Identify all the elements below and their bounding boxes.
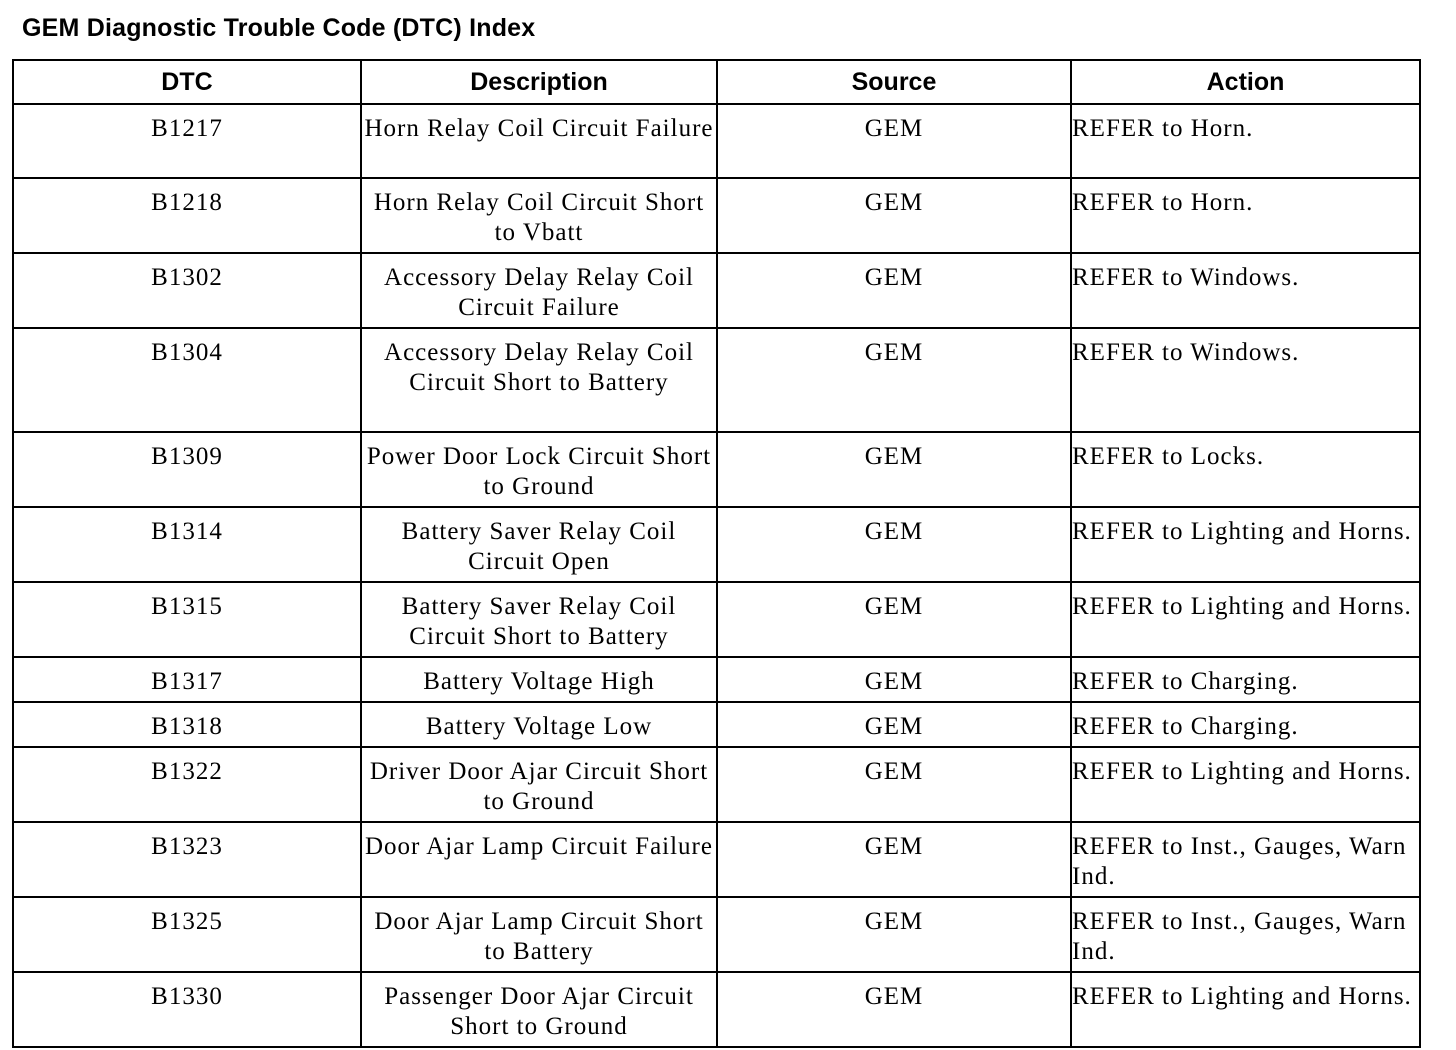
table-header-row <box>13 60 1420 104</box>
action-cell: REFER to Windows. <box>1071 253 1420 328</box>
description-cell: Driver Door Ajar Circuit Short to Ground <box>361 747 717 822</box>
source-cell: GEM <box>717 328 1071 432</box>
description-cell: Passenger Door Ajar Circuit Short to Ground <box>361 972 717 1047</box>
dtc-code-cell: B1318 <box>13 702 361 747</box>
dtc-table <box>12 59 1421 1048</box>
source-cell: GEM <box>717 253 1071 328</box>
description-cell: Accessory Delay Relay Coil Circuit Short to Battery <box>361 328 717 432</box>
dtc-code-cell: B1314 <box>13 507 361 582</box>
dtc-code-cell: B1322 <box>13 747 361 822</box>
table-row <box>13 432 1420 507</box>
dtc-code-cell: B1217 <box>13 104 361 178</box>
action-cell: REFER to Locks. <box>1071 432 1420 507</box>
description-cell: Horn Relay Coil Circuit Failure <box>361 104 717 178</box>
column-header-description: Description <box>361 60 717 104</box>
description-cell: Battery Saver Relay Coil Circuit Open <box>361 507 717 582</box>
dtc-code-cell: B1317 <box>13 657 361 702</box>
action-cell: REFER to Windows. <box>1071 328 1420 432</box>
action-cell: REFER to Charging. <box>1071 657 1420 702</box>
source-cell: GEM <box>717 747 1071 822</box>
dtc-code-cell: B1325 <box>13 897 361 972</box>
table-row <box>13 822 1420 897</box>
source-cell: GEM <box>717 702 1071 747</box>
action-cell: REFER to Inst., Gauges, Warn Ind. <box>1071 897 1420 972</box>
dtc-code-cell: B1323 <box>13 822 361 897</box>
description-cell: Battery Saver Relay Coil Circuit Short to Battery <box>361 582 717 657</box>
table-row <box>13 702 1420 747</box>
dtc-code-cell: B1302 <box>13 253 361 328</box>
action-cell: REFER to Horn. <box>1071 104 1420 178</box>
description-cell: Power Door Lock Circuit Short to Ground <box>361 432 717 507</box>
description-cell: Horn Relay Coil Circuit Short to Vbatt <box>361 178 717 253</box>
dtc-code-cell: B1304 <box>13 328 361 432</box>
source-cell: GEM <box>717 432 1071 507</box>
source-cell: GEM <box>717 972 1071 1047</box>
action-cell: REFER to Inst., Gauges, Warn Ind. <box>1071 822 1420 897</box>
source-cell: GEM <box>717 104 1071 178</box>
dtc-code-cell: B1309 <box>13 432 361 507</box>
source-cell: GEM <box>717 582 1071 657</box>
source-cell: GEM <box>717 507 1071 582</box>
table-row <box>13 328 1420 432</box>
action-cell: REFER to Charging. <box>1071 702 1420 747</box>
description-cell: Door Ajar Lamp Circuit Failure <box>361 822 717 897</box>
dtc-code-cell: B1330 <box>13 972 361 1047</box>
page-title: GEM Diagnostic Trouble Code (DTC) Index <box>22 14 536 42</box>
source-cell: GEM <box>717 897 1071 972</box>
column-header-action: Action <box>1071 60 1420 104</box>
table-row <box>13 582 1420 657</box>
source-cell: GEM <box>717 178 1071 253</box>
column-header-source: Source <box>717 60 1071 104</box>
action-cell: REFER to Lighting and Horns. <box>1071 582 1420 657</box>
source-cell: GEM <box>717 822 1071 897</box>
table-row <box>13 657 1420 702</box>
dtc-code-cell: B1218 <box>13 178 361 253</box>
description-cell: Accessory Delay Relay Coil Circuit Failure <box>361 253 717 328</box>
table-row <box>13 507 1420 582</box>
action-cell: REFER to Lighting and Horns. <box>1071 507 1420 582</box>
table-row <box>13 253 1420 328</box>
description-cell: Battery Voltage High <box>361 657 717 702</box>
table-row <box>13 178 1420 253</box>
action-cell: REFER to Lighting and Horns. <box>1071 747 1420 822</box>
source-cell: GEM <box>717 657 1071 702</box>
description-cell: Door Ajar Lamp Circuit Short to Battery <box>361 897 717 972</box>
action-cell: REFER to Lighting and Horns. <box>1071 972 1420 1047</box>
column-header-dtc: DTC <box>13 60 361 104</box>
action-cell: REFER to Horn. <box>1071 178 1420 253</box>
table-row <box>13 104 1420 178</box>
description-cell: Battery Voltage Low <box>361 702 717 747</box>
table-row <box>13 747 1420 822</box>
dtc-code-cell: B1315 <box>13 582 361 657</box>
table-row <box>13 972 1420 1047</box>
table-row <box>13 897 1420 972</box>
